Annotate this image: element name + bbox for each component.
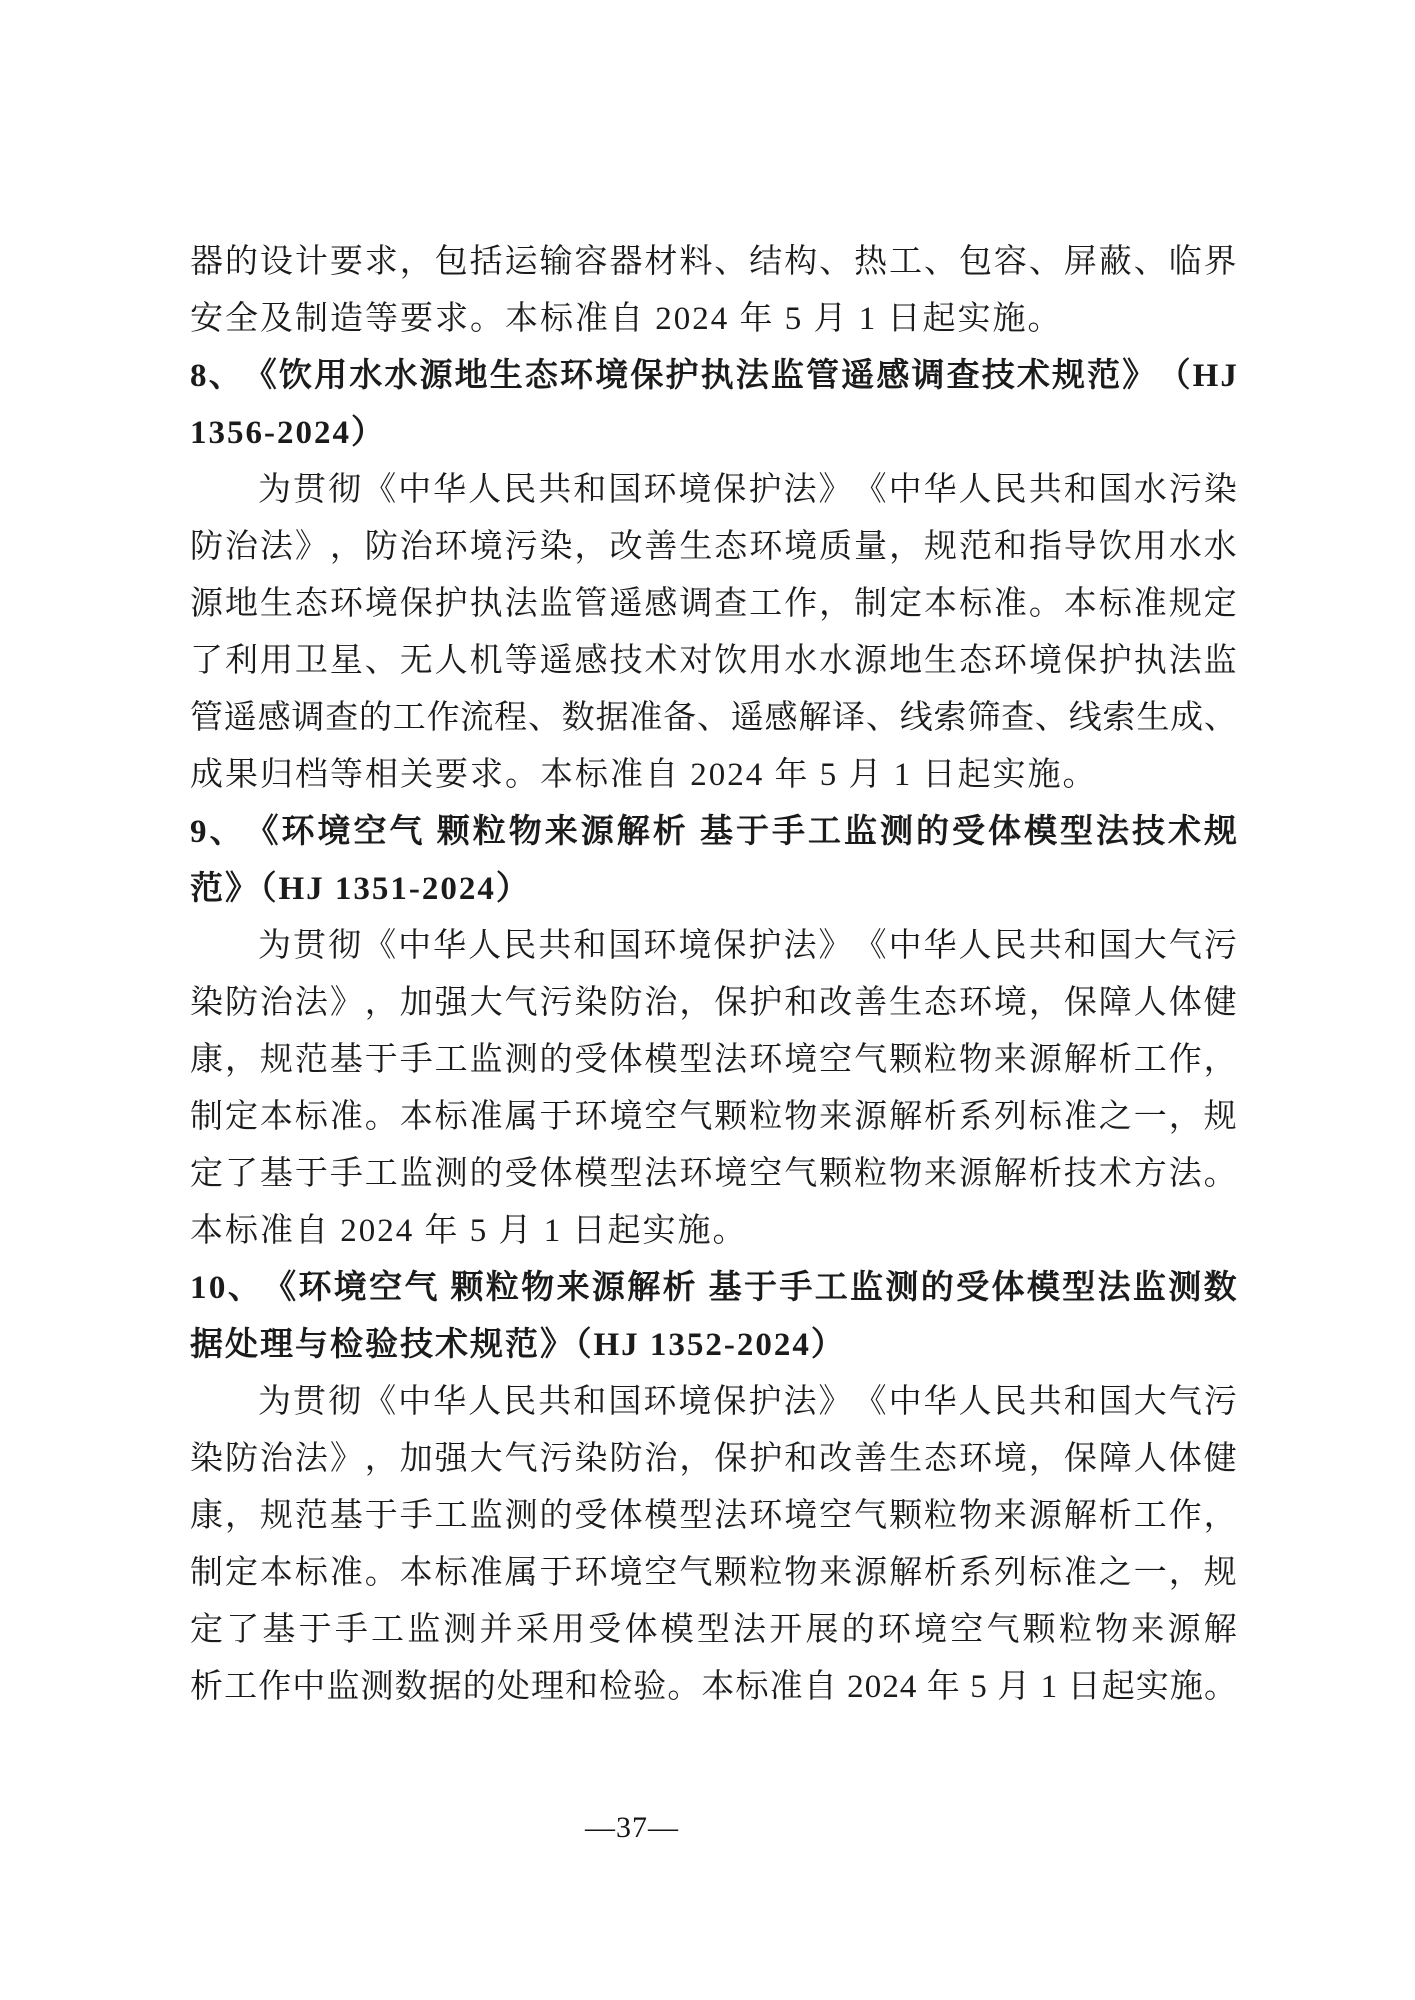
body-line: 安全及制造等要求。本标准自 2024 年 5 月 1 日起实施。 (190, 301, 1063, 337)
body-line: 为 贯 彻 《 中 华 人 民 共 和 国 环 境 保 护 法 》 《 中 华 人 民 共 和 国 水 污 染 (258, 472, 1237, 508)
body-line: 制 定 本 标 准 。 本 标 准 属 于 环 境 空 气 颗 粒 物 来 源 解 析 系 列 标 准 之 一 ， 规 (190, 1555, 1237, 1591)
paragraph-7-continuation (190, 234, 1237, 348)
paragraph-10 (190, 1374, 1237, 1716)
body-line: 器 的 设 计 要 求 ， 包 括 运 输 容 器 材 料 、 结 构 、 热 工 、 包 容 、 屏 蔽 、 临 界 (190, 244, 1237, 280)
heading-line: 8 、 《 饮 用 水 水 源 地 生 态 环 境 保 护 执 法 监 管 遥 感 调 查 技 术 规 范 》 （ H J (190, 358, 1237, 394)
body-line: 为 贯 彻 《 中 华 人 民 共 和 国 环 境 保 护 法 》 《 中 华 人 民 共 和 国 大 气 污 (258, 928, 1237, 964)
heading-item-10 (190, 1260, 1237, 1374)
heading-line: 据处理与检验技术规范》（HJ 1352-2024） (190, 1327, 846, 1363)
body-line: 染 防 治 法 》 ， 加 强 大 气 污 染 防 治 ， 保 护 和 改 善 生 态 环 境 ， 保 障 人 体 健 (190, 1441, 1237, 1477)
body-line: 了 利 用 卫 星 、 无 人 机 等 遥 感 技 术 对 饮 用 水 水 源 地 生 态 环 境 保 护 执 法 监 (190, 643, 1237, 679)
body-line: 定 了 基 于 手 工 监 测 并 采 用 受 体 模 型 法 开 展 的 环 境 空 气 颗 粒 物 来 源 解 (190, 1612, 1237, 1648)
body-line: 管 遥 感 调 查 的 工 作 流 程 、 数 据 准 备 、 遥 感 解 译 、 线 索 筛 查 、 线 索 生 成 、 (190, 700, 1237, 736)
text-content (190, 234, 1237, 1716)
heading-line: 9 、 《 环 境 空 气 颗 粒 物 来 源 解 析 基 于 手 工 监 测 的 受 体 模 型 法 技 术 规 (190, 814, 1237, 850)
body-line: 制 定 本 标 准 。 本 标 准 属 于 环 境 空 气 颗 粒 物 来 源 解 析 系 列 标 准 之 一 ， 规 (190, 1099, 1237, 1135)
body-line: 定 了 基 于 手 工 监 测 的 受 体 模 型 法 环 境 空 气 颗 粒 物 来 源 解 析 技 术 方 法 。 (190, 1156, 1237, 1192)
heading-line: 范》（HJ 1351-2024） (190, 871, 531, 907)
body-line: 源 地 生 态 环 境 保 护 执 法 监 管 遥 感 调 查 工 作 ， 制 定 本 标 准 。 本 标 准 规 定 (190, 586, 1237, 622)
heading-item-8 (190, 348, 1237, 462)
body-line: 本标准自 2024 年 5 月 1 日起实施。 (190, 1213, 748, 1249)
page-number: —37— (585, 1811, 679, 1844)
body-line: 成果归档等相关要求。本标准自 2024 年 5 月 1 日起实施。 (190, 757, 1098, 793)
heading-line: 1 0 、 《 环 境 空 气 颗 粒 物 来 源 解 析 基 于 手 工 监 测 的 受 体 模 型 法 监 测 数 (190, 1270, 1237, 1306)
body-line: 析 工 作 中 监 测 数 据 的 处 理 和 检 验 。 本 标 准 自 2 0 2 4 年 5 月 1 日 起 实 施 。 (190, 1669, 1237, 1705)
body-line: 染 防 治 法 》 ， 加 强 大 气 污 染 防 治 ， 保 护 和 改 善 生 态 环 境 ， 保 障 人 体 健 (190, 985, 1237, 1021)
heading-item-9 (190, 804, 1237, 918)
body-line: 防 治 法 》 ， 防 治 环 境 污 染 ， 改 善 生 态 环 境 质 量 ， 规 范 和 指 导 饮 用 水 水 (190, 529, 1237, 565)
paragraph-9 (190, 918, 1237, 1260)
body-line: 康 ， 规 范 基 于 手 工 监 测 的 受 体 模 型 法 环 境 空 气 颗 粒 物 来 源 解 析 工 作 ， (190, 1042, 1237, 1078)
heading-line: 1356-2024） (190, 415, 386, 451)
body-line: 康 ， 规 范 基 于 手 工 监 测 的 受 体 模 型 法 环 境 空 气 颗 粒 物 来 源 解 析 工 作 ， (190, 1498, 1237, 1534)
paragraph-8 (190, 462, 1237, 804)
body-line: 为 贯 彻 《 中 华 人 民 共 和 国 环 境 保 护 法 》 《 中 华 人 民 共 和 国 大 气 污 (258, 1384, 1237, 1420)
